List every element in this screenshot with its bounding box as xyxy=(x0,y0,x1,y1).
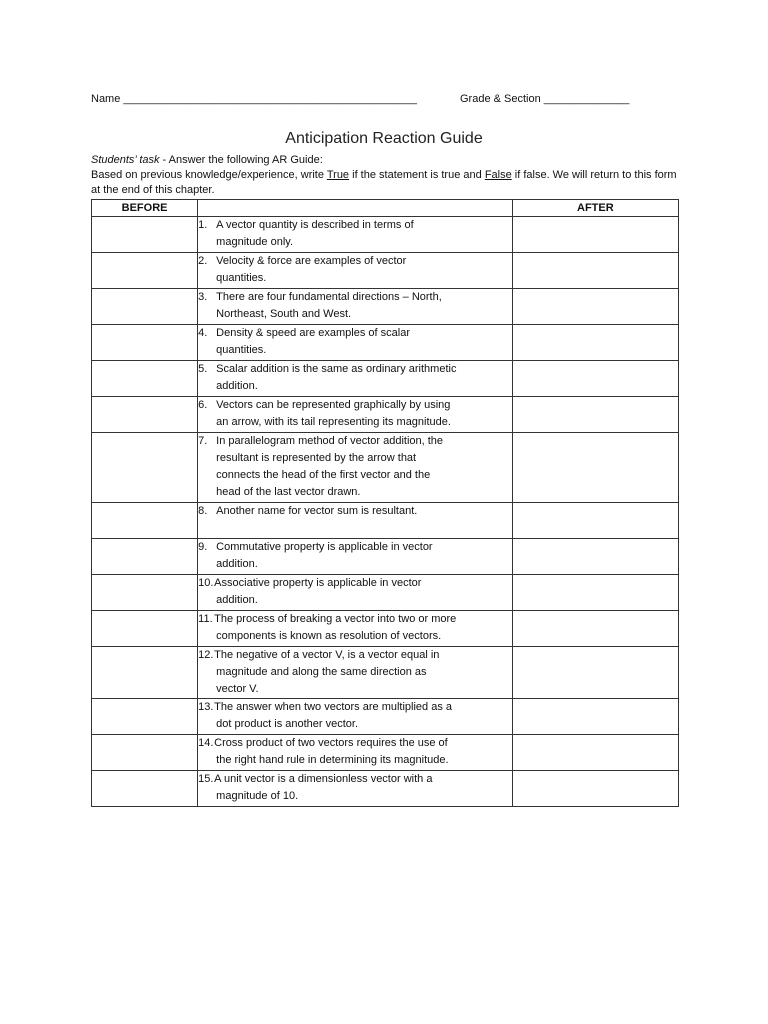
after-answer-cell[interactable] xyxy=(512,735,678,771)
statement-number: 14. xyxy=(198,737,214,749)
statement-text: The negative of a vector V, is a vector equal in xyxy=(214,649,440,661)
statement-first-line xyxy=(198,433,512,450)
before-answer-cell[interactable] xyxy=(92,611,198,647)
statement-cell xyxy=(198,217,513,253)
grade-section-group xyxy=(460,93,629,105)
after-answer-cell[interactable] xyxy=(512,575,678,611)
after-answer-cell[interactable] xyxy=(512,611,678,647)
directions-mid: if the statement is true and xyxy=(349,169,485,181)
statement-number: 2. xyxy=(198,255,208,267)
statement-first-line xyxy=(198,289,512,306)
statement-first-line xyxy=(198,575,512,592)
statement-continuation: addition. xyxy=(216,594,258,606)
before-answer-cell[interactable] xyxy=(92,217,198,253)
statement-first-line xyxy=(198,735,512,752)
statement-cell xyxy=(198,289,513,325)
statement-continuation: magnitude of 10. xyxy=(216,790,299,802)
statement-text: There are four fundamental directions – North, xyxy=(216,291,442,303)
statement-number: 10. xyxy=(198,577,214,589)
table-row xyxy=(92,433,679,503)
before-answer-cell[interactable] xyxy=(92,289,198,325)
statement-text: Commutative property is applicable in vector xyxy=(216,541,433,553)
statement-text: Density & speed are examples of scalar xyxy=(216,327,410,339)
table-row xyxy=(92,539,679,575)
after-answer-cell[interactable] xyxy=(512,647,678,699)
statement-number: 12. xyxy=(198,649,214,661)
statement-continuation: addition. xyxy=(216,380,258,392)
before-answer-cell[interactable] xyxy=(92,771,198,807)
table-row xyxy=(92,575,679,611)
statement-header xyxy=(198,200,513,217)
grade-section-blank[interactable]: ______________ xyxy=(543,93,630,105)
statement-text: The process of breaking a vector into two or more xyxy=(214,613,457,625)
statement-first-line xyxy=(198,503,512,520)
statement-number: 8. xyxy=(198,505,208,517)
statement-continuation: the right hand rule in determining its magnitude. xyxy=(216,754,449,766)
table-row xyxy=(92,699,679,735)
statement-continuation: resultant is represented by the arrow that xyxy=(216,452,417,464)
statement-cell xyxy=(198,503,513,539)
statement-cell xyxy=(198,735,513,771)
after-answer-cell[interactable] xyxy=(512,433,678,503)
table-row xyxy=(92,771,679,807)
statement-cell xyxy=(198,771,513,807)
table-header-row xyxy=(92,200,679,217)
statement-continuation: quantities. xyxy=(216,272,267,284)
statement-number: 4. xyxy=(198,327,208,339)
statement-continuation: dot product is another vector. xyxy=(216,718,359,730)
statement-first-line xyxy=(198,647,512,664)
statement-continuation: Northeast, South and West. xyxy=(216,308,352,320)
table-row xyxy=(92,503,679,539)
before-answer-cell[interactable] xyxy=(92,397,198,433)
after-answer-cell[interactable] xyxy=(512,253,678,289)
instructions xyxy=(91,153,681,198)
statement-first-line xyxy=(198,217,512,234)
statement-cell xyxy=(198,575,513,611)
before-answer-cell[interactable] xyxy=(92,253,198,289)
table-row xyxy=(92,325,679,361)
after-answer-cell[interactable] xyxy=(512,503,678,539)
statement-number: 3. xyxy=(198,291,208,303)
before-answer-cell[interactable] xyxy=(92,503,198,539)
after-answer-cell[interactable] xyxy=(512,325,678,361)
statement-number: 5. xyxy=(198,363,208,375)
ar-guide-table xyxy=(91,199,679,807)
name-blank[interactable]: ________________________________________________ xyxy=(123,93,418,105)
statement-first-line xyxy=(198,361,512,378)
after-answer-cell[interactable] xyxy=(512,539,678,575)
after-answer-cell[interactable] xyxy=(512,397,678,433)
statement-cell xyxy=(198,397,513,433)
table-row xyxy=(92,397,679,433)
statement-number: 1. xyxy=(198,219,208,231)
statement-text: Cross product of two vectors requires the use of xyxy=(214,737,448,749)
statement-number: 11. xyxy=(198,613,213,625)
page-title: Anticipation Reaction Guide xyxy=(285,130,483,147)
statement-cell xyxy=(198,361,513,397)
before-answer-cell[interactable] xyxy=(92,647,198,699)
statement-continuation: vector V. xyxy=(216,683,259,695)
statement-continuation: connects the head of the first vector and the xyxy=(216,469,431,481)
statement-text: Scalar addition is the same as ordinary arithmetic xyxy=(216,363,457,375)
before-answer-cell[interactable] xyxy=(92,433,198,503)
after-answer-cell[interactable] xyxy=(512,699,678,735)
statement-first-line xyxy=(198,397,512,414)
name-label: Name xyxy=(91,93,121,105)
directions-pre: Based on previous knowledge/experience, write xyxy=(91,169,327,181)
task-label: Students’ task xyxy=(91,154,160,166)
directions-post: if false. We will return to this form at the end of this chapter. xyxy=(91,169,677,196)
statement-first-line xyxy=(198,325,512,342)
statement-number: 6. xyxy=(198,399,208,411)
statement-text: Associative property is applicable in vector xyxy=(214,577,422,589)
after-answer-cell[interactable] xyxy=(512,217,678,253)
statement-continuation: magnitude only. xyxy=(216,236,294,248)
after-answer-cell[interactable] xyxy=(512,289,678,325)
statement-text: Vectors can be represented graphically by using xyxy=(216,399,451,411)
table-row xyxy=(92,253,679,289)
statement-cell xyxy=(198,325,513,361)
statement-text: Velocity & force are examples of vector xyxy=(216,255,407,267)
table-row xyxy=(92,289,679,325)
statement-number: 7. xyxy=(198,435,208,447)
table-row xyxy=(92,361,679,397)
statement-number: 15. xyxy=(198,773,214,785)
statement-first-line xyxy=(198,699,512,716)
statement-text: The answer when two vectors are multiplied as a xyxy=(214,701,453,713)
statement-cell xyxy=(198,253,513,289)
statement-number: 9. xyxy=(198,541,208,553)
statement-continuation: quantities. xyxy=(216,344,267,356)
after-answer-cell[interactable] xyxy=(512,771,678,807)
before-answer-cell[interactable] xyxy=(92,361,198,397)
before-answer-cell[interactable] xyxy=(92,325,198,361)
statement-continuation: head of the last vector drawn. xyxy=(216,486,361,498)
statement-first-line xyxy=(198,611,512,628)
statement-first-line xyxy=(198,253,512,270)
task-text: - Answer the following AR Guide: xyxy=(159,154,323,166)
statement-continuation: addition. xyxy=(216,558,258,570)
statement-cell xyxy=(198,699,513,735)
statement-cell xyxy=(198,539,513,575)
statement-text: In parallelogram method of vector addition, the xyxy=(216,435,444,447)
statement-continuation: magnitude and along the same direction as xyxy=(216,666,427,678)
grade-section-label: Grade & Section xyxy=(460,93,541,105)
before-answer-cell[interactable] xyxy=(92,575,198,611)
statement-number: 13. xyxy=(198,701,214,713)
before-header: BEFORE xyxy=(92,200,198,217)
table-row xyxy=(92,647,679,699)
directions-text xyxy=(91,168,681,198)
student-info-line xyxy=(91,93,691,105)
statement-first-line xyxy=(198,771,512,788)
after-header: AFTER xyxy=(512,200,678,217)
table-row xyxy=(92,735,679,771)
before-answer-cell[interactable] xyxy=(92,699,198,735)
statement-cell xyxy=(198,433,513,503)
statement-continuation: components is known as resolution of vectors. xyxy=(216,630,442,642)
table-row xyxy=(92,217,679,253)
before-answer-cell[interactable] xyxy=(92,735,198,771)
table-body xyxy=(92,217,679,807)
after-answer-cell[interactable] xyxy=(512,361,678,397)
statement-text: A vector quantity is described in terms of xyxy=(216,219,414,231)
statement-continuation: an arrow, with its tail representing its magnitude. xyxy=(216,416,451,428)
false-word: False xyxy=(484,169,512,181)
statement-cell xyxy=(198,647,513,699)
statement-cell xyxy=(198,611,513,647)
statement-text: A unit vector is a dimensionless vector with a xyxy=(214,773,433,785)
statement-first-line xyxy=(198,539,512,556)
true-word: True xyxy=(326,169,350,181)
statement-text: Another name for vector sum is resultant. xyxy=(216,505,418,517)
task-line xyxy=(91,153,681,168)
table-row xyxy=(92,611,679,647)
before-answer-cell[interactable] xyxy=(92,539,198,575)
